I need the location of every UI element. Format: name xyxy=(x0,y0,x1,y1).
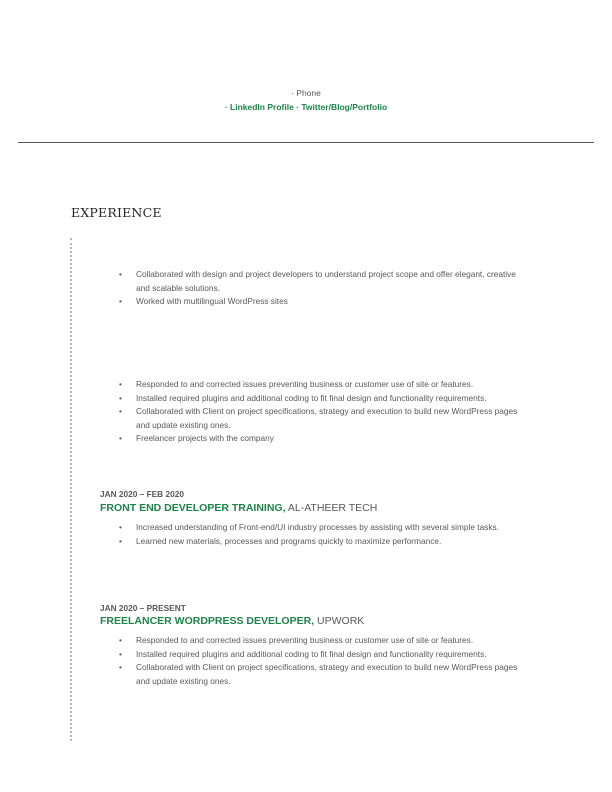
list-item: • Collaborated with design and project developers to understand project scope and offer elegant, creative and scalable solutions. xyxy=(119,269,516,293)
list-item: • Freelancer projects with the company xyxy=(119,433,274,443)
job-role: FREELANCER WORDPRESS DEVELOPER, xyxy=(100,615,315,627)
list-item: • Learned new materials, processes and programs quickly to maximize performance. xyxy=(119,535,442,546)
job-company: UPWORK xyxy=(314,615,365,627)
list-item: • Responded to and corrected issues preventing business or customer use of site or features. xyxy=(119,379,474,389)
list-item: • Responded to and corrected issues preventing business or customer use of site or features. xyxy=(119,635,474,645)
list-item: • Collaborated with Client on project specifications, strategy and execution to build new WordPress pages and update existing ones. xyxy=(119,406,518,430)
job-dates: JAN 2020 – FEB 2020 xyxy=(100,489,184,499)
list-item: • Increased understanding of Front-end/UI industry processes by assisting with several simple tasks. xyxy=(119,522,499,532)
list-item: • Worked with multilingual WordPress sites xyxy=(119,296,288,306)
job-dates: JAN 2020 – PRESENT xyxy=(100,603,186,613)
linkedin-link[interactable]: · LinkedIn Profile xyxy=(224,102,294,112)
bullet-list xyxy=(120,378,520,446)
bullet-list xyxy=(120,634,520,688)
list-item: • Installed required plugins and additional coding to fit final design and functionality requirements. xyxy=(119,392,487,403)
bullet-list xyxy=(120,268,520,309)
job-company: AL-ATHEER TECH xyxy=(285,502,378,514)
contact-phone: · Phone xyxy=(291,88,321,98)
header-divider xyxy=(18,142,594,143)
timeline-dotted-line xyxy=(70,238,72,741)
job-title xyxy=(100,615,364,627)
job-title xyxy=(100,502,377,514)
contact-links xyxy=(0,102,612,112)
section-title-experience: EXPERIENCE xyxy=(71,205,162,220)
list-item: • Collaborated with Client on project specifications, strategy and execution to build new WordPress pages and update existing ones. xyxy=(119,662,518,686)
bullet-list xyxy=(120,521,520,548)
list-item: • Installed required plugins and additional coding to fit final design and functionality requirements. xyxy=(119,648,487,659)
portfolio-link[interactable]: · Twitter/Blog/Portfolio xyxy=(296,102,388,112)
job-role: FRONT END DEVELOPER TRAINING, xyxy=(100,502,286,514)
